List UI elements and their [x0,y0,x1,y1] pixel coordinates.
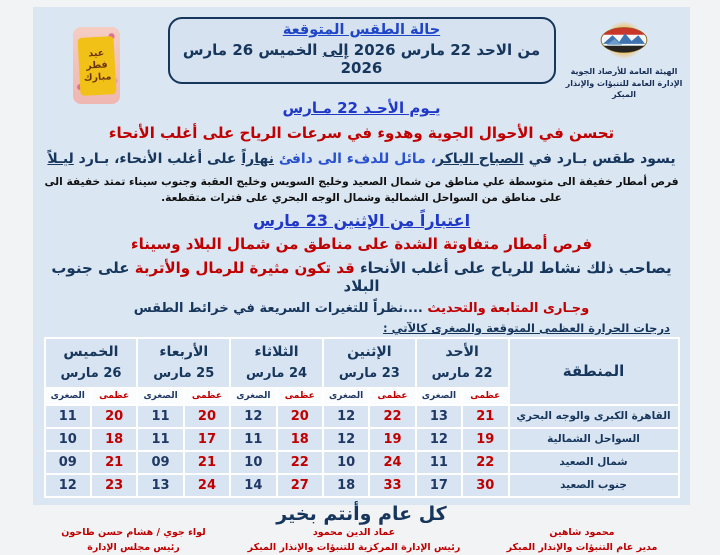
detail-part-5: على أغلب الأنحاء، بـارد [74,151,242,167]
region-cell: القاهرة الكبرى والوجه البحري [509,405,679,428]
max-label: عظمى [91,388,137,405]
detail-part-early-morning: الصباح الباكر [436,151,524,167]
min-temp-cell: 10 [323,451,369,474]
monday-rain-line: فرص أمطار متفاوتة الشدة على مناطق من شمال البلاد وسيناء [33,235,690,253]
min-temp-cell: 12 [323,428,369,451]
title-box [168,17,556,84]
temperature-table-caption: درجات الحرارة العظمى المتوقعة والصغرى كالآتي : [33,316,690,337]
signature-title: رئيس الإدارة المركزية للتنبؤات والإنذار المبكر [227,541,482,555]
min-temp-cell: 12 [45,474,91,497]
signature-title: رئيس مجلس الإدارة [41,541,226,555]
region-column-header: المنطقة [509,338,679,405]
followup-part-1: وجـارى المتابعة والتحديث [423,301,589,316]
max-temp-cell: 23 [91,474,137,497]
date-range-post: الخميس 26 مارس 2026 [178,41,383,77]
max-label: عظمى [184,388,230,405]
signatures-row [33,525,690,555]
max-temp-cell: 19 [462,428,508,451]
region-cell: جنوب الصعيد [509,474,679,497]
authority-department: الإدارة العامة للتنبؤات والإنذار المبكر [560,78,688,100]
min-label: الصغرى [137,388,183,405]
monday-wind-line [33,259,690,295]
signature-name: عماد الدين محمود [227,526,482,541]
sunday-rain-note: فرص أمطار خفيفة الى متوسطة علي مناطق من شمال الصعيد وخليج السويس وخليج العقبة وجنوب سيناء تمتد خفيفة الى على مناطق من السواحل الشمالية وشمال الوجه البحري على فترات متقطعة. [43,175,680,207]
table-row [45,451,679,474]
min-temp-cell: 14 [230,474,276,497]
table-body [45,405,679,497]
signature-central-admin-head [227,526,482,555]
day-date: 25 مارس [138,367,229,380]
min-temp-cell: 11 [137,405,183,428]
date-range-ila: إلى [323,41,349,59]
max-temp-cell: 20 [91,405,137,428]
day-header-cell [137,338,230,388]
max-temp-cell: 17 [184,428,230,451]
max-temp-cell: 33 [369,474,415,497]
signature-board-chairman [41,526,226,555]
sunday-detail [33,151,690,167]
eid-greeting-text: عيد فطر مبارك [77,36,116,96]
min-temp-cell: 12 [416,428,462,451]
min-temp-cell: 12 [230,405,276,428]
region-cell: السواحل الشمالية [509,428,679,451]
greeting-line: كل عام وأنتم بخير [33,503,690,525]
min-temp-cell: 13 [416,405,462,428]
signature-name: محمود شاهين [482,526,682,541]
max-temp-cell: 21 [91,451,137,474]
day-date: 24 مارس [231,367,322,380]
monday-heading: اعتباراً من الإثنين 23 مارس [33,211,690,230]
day-header-cell [45,338,138,388]
min-temp-cell: 10 [45,428,91,451]
max-temp-cell: 22 [277,451,323,474]
authority-block [560,19,688,101]
max-temp-cell: 19 [369,428,415,451]
max-temp-cell: 30 [462,474,508,497]
wind-part-dust: قد تكون مثيرة للرمال والأتربة [130,259,355,277]
day-header-cell [416,338,509,388]
min-label: الصغرى [45,388,91,405]
max-label: عظمى [462,388,508,405]
signature-title: مدير عام التنبؤات والإنذار المبكر [482,541,682,555]
authority-name: الهيئة العامة للأرصاد الجوية [560,66,688,77]
min-temp-cell: 11 [45,405,91,428]
min-label: الصغرى [323,388,369,405]
detail-part-1: يسود طقس بـارد في [524,151,676,167]
max-label: عظمى [369,388,415,405]
day-date: 26 مارس [46,367,137,380]
max-temp-cell: 18 [277,428,323,451]
followup-part-2: ....نظراً للتغيرات السريعة في خرائط الطقس [134,301,423,316]
max-temp-cell: 21 [462,405,508,428]
day-name: الخميس [46,345,137,360]
wind-part-1: يصاحب ذلك نشاط للرياح على أغلب الأنحاء [355,259,672,277]
signature-forecast-director [482,526,682,555]
detail-part-night: ليـلاً [47,151,73,167]
max-temp-cell: 20 [184,405,230,428]
sunday-heading: يـوم الأحـد 22 مـارس [33,99,690,117]
min-temp-cell: 13 [137,474,183,497]
min-temp-cell: 11 [230,428,276,451]
max-label: عظمى [277,388,323,405]
day-name: الإثنين [324,345,415,360]
meteorological-authority-logo [592,19,656,61]
day-date: 23 مارس [324,367,415,380]
table-row [45,474,679,497]
min-temp-cell: 09 [45,451,91,474]
region-cell: شمال الصعيد [509,451,679,474]
min-temp-cell: 10 [230,451,276,474]
max-temp-cell: 18 [91,428,137,451]
bulletin-header [33,17,690,99]
day-name: الأحد [417,345,508,360]
max-temp-cell: 22 [462,451,508,474]
weather-bulletin-poster [33,7,690,505]
min-temp-cell: 18 [323,474,369,497]
wind-part-3: على جنوب البلاد [46,259,379,295]
max-temp-cell: 21 [184,451,230,474]
day-header-cell [323,338,416,388]
max-temp-cell: 22 [369,405,415,428]
temperature-table [44,337,680,498]
detail-part-warm: ، مائل للدفء الى دافئ [274,151,436,167]
signature-name: لواء جوي / هشام حسن طاحون [41,526,226,541]
table-row [45,405,679,428]
max-temp-cell: 27 [277,474,323,497]
day-date: 22 مارس [417,367,508,380]
min-temp-cell: 09 [137,451,183,474]
min-temp-cell: 17 [416,474,462,497]
min-temp-cell: 11 [416,451,462,474]
min-label: الصغرى [230,388,276,405]
eid-greeting-decoration [73,27,120,104]
bulletin-date-range [176,41,548,77]
max-temp-cell: 20 [277,405,323,428]
max-temp-cell: 24 [184,474,230,497]
max-temp-cell: 24 [369,451,415,474]
followup-line [33,301,690,316]
min-temp-cell: 12 [323,405,369,428]
min-label: الصغرى [416,388,462,405]
day-name: الأربعاء [138,345,229,360]
day-name: الثلاثاء [231,345,322,360]
bulletin-title: حالة الطقس المتوقعة [176,22,548,38]
sunday-summary: تحسن في الأحوال الجوية وهدوء في سرعات الرياح على أغلب الأنحاء [33,124,690,142]
table-row [45,428,679,451]
day-header-cell [230,338,323,388]
detail-part-daytime: نهاراً [241,151,274,167]
min-temp-cell: 11 [137,428,183,451]
table-day-header-row [45,338,679,388]
date-range-pre: من الاحد 22 مارس 2026 [349,41,541,59]
